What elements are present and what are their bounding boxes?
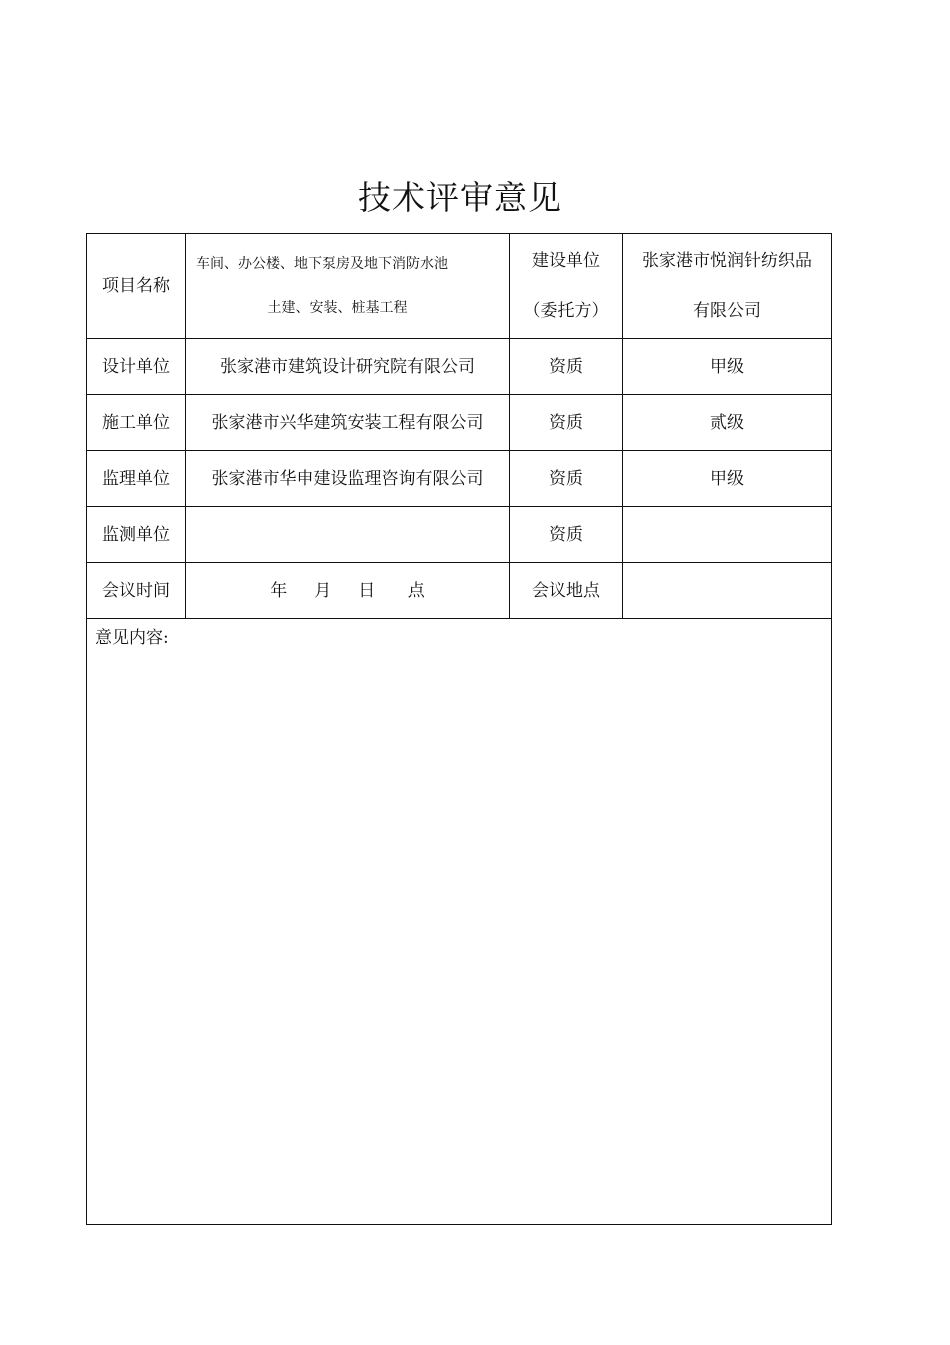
construction-qualification-value[interactable]: 贰级 [623,395,832,451]
construction-unit-label: 施工单位 [87,395,186,451]
monitoring-row [87,507,832,563]
construction-unit-value[interactable]: 张家港市兴华建筑安装工程有限公司 [186,395,510,451]
meeting-row [87,563,832,619]
meeting-place-value[interactable] [623,563,832,619]
project-name-line2: 土建、安装、桩基工程 [267,300,408,316]
supervision-unit-label: 监理单位 [87,451,186,507]
supervision-qualification-label: 资质 [510,451,623,507]
review-table [86,233,832,1225]
project-name-value[interactable] [186,234,510,339]
design-row [87,339,832,395]
owner-label-line1: 建设单位 [532,251,600,271]
supervision-row [87,451,832,507]
owner-value[interactable] [623,234,832,339]
monitoring-unit-label: 监测单位 [87,507,186,563]
monitoring-unit-value[interactable] [186,507,510,563]
owner-label [510,234,623,339]
construction-row [87,395,832,451]
design-unit-value[interactable]: 张家港市建筑设计研究院有限公司 [186,339,510,395]
project-name-line1: 车间、办公楼、地下泵房及地下消防水池 [196,256,448,272]
opinion-cell[interactable] [87,619,832,1225]
design-unit-label: 设计单位 [87,339,186,395]
design-qualification-value[interactable]: 甲级 [623,339,832,395]
page-title: 技术评审意见 [358,178,562,217]
project-row [87,234,832,339]
monitoring-qualification-value[interactable] [623,507,832,563]
owner-label-line2: （委托方） [523,301,609,321]
opinion-label: 意见内容: [95,628,169,648]
owner-value-line2: 有限公司 [693,301,761,321]
construction-qualification-label: 资质 [510,395,623,451]
project-name-label: 项目名称 [87,234,186,339]
monitoring-qualification-label: 资质 [510,507,623,563]
supervision-qualification-value[interactable]: 甲级 [623,451,832,507]
supervision-unit-value[interactable]: 张家港市华申建设监理咨询有限公司 [186,451,510,507]
meeting-place-label: 会议地点 [510,563,623,619]
design-qualification-label: 资质 [510,339,623,395]
owner-value-line1: 张家港市悦润针纺织品 [642,251,812,271]
meeting-time-label: 会议时间 [87,563,186,619]
opinion-row [87,619,832,1225]
meeting-time-value[interactable]: 年 月 日 点 [186,563,510,619]
